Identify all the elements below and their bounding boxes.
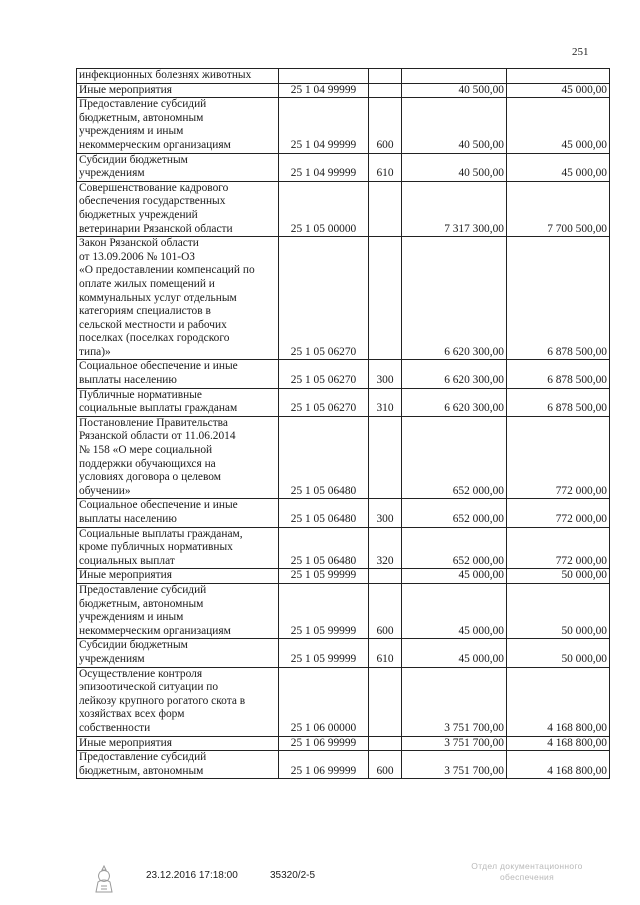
cell-expense-type (369, 181, 402, 236)
budget-table-body (77, 69, 610, 779)
page-number: 251 (572, 46, 589, 58)
cell-amount-year-2: 45 000,00 (507, 83, 610, 98)
cell-amount-year-2: 4 168 800,00 (507, 736, 610, 751)
cell-name: Иные мероприятия (77, 569, 279, 584)
cell-name: Иные мероприятия (77, 83, 279, 98)
cell-amount-year-2: 50 000,00 (507, 569, 610, 584)
table-row (77, 527, 610, 569)
cell-amount-year-2: 45 000,00 (507, 98, 610, 153)
department-watermark (452, 861, 602, 883)
table-row (77, 69, 610, 84)
cell-amount-year-1: 3 751 700,00 (402, 751, 507, 779)
cell-amount-year-1: 6 620 300,00 (402, 388, 507, 416)
cell-name: Осуществление контроля эпизоотической ситуации по лейкозу крупного рогатого скота в хозяйствах всех форм собственности (77, 667, 279, 736)
cell-name: Иные мероприятия (77, 736, 279, 751)
cell-target-code: 25 1 06 99999 (279, 751, 369, 779)
cell-name: Совершенствование кадрового обеспечения государственных бюджетных учреждений ветеринарии Рязанской области (77, 181, 279, 236)
cell-amount-year-2: 7 700 500,00 (507, 181, 610, 236)
cell-target-code: 25 1 05 06480 (279, 527, 369, 569)
table-row (77, 569, 610, 584)
cell-amount-year-1: 45 000,00 (402, 639, 507, 667)
cell-target-code: 25 1 04 99999 (279, 153, 369, 181)
registration-stamp-icon (92, 864, 116, 896)
cell-expense-type: 300 (369, 499, 402, 527)
cell-expense-type: 600 (369, 583, 402, 638)
cell-amount-year-1: 40 500,00 (402, 153, 507, 181)
cell-amount-year-1: 652 000,00 (402, 527, 507, 569)
table-row (77, 667, 610, 736)
table-row (77, 83, 610, 98)
table-row (77, 499, 610, 527)
table-row (77, 98, 610, 153)
cell-expense-type: 610 (369, 639, 402, 667)
cell-amount-year-2: 772 000,00 (507, 527, 610, 569)
table-row (77, 736, 610, 751)
cell-target-code: 25 1 05 06270 (279, 388, 369, 416)
cell-expense-type (369, 83, 402, 98)
cell-target-code: 25 1 05 99999 (279, 569, 369, 584)
cell-expense-type (369, 736, 402, 751)
cell-name: Закон Рязанской области от 13.09.2006 № 101-ОЗ «О предоставлении компенсаций по оплате жилых помещений и коммунальных услуг отдельным категориям специалистов в сельской местности и рабочих поселках (поселках городского типа)» (77, 237, 279, 360)
cell-name: Субсидии бюджетным учреждениям (77, 639, 279, 667)
cell-expense-type: 320 (369, 527, 402, 569)
cell-name: Субсидии бюджетным учреждениям (77, 153, 279, 181)
cell-target-code: 25 1 05 99999 (279, 639, 369, 667)
cell-name: Предоставление субсидий бюджетным, автономным учреждениям и иным некоммерческим организациям (77, 98, 279, 153)
cell-target-code: 25 1 06 00000 (279, 667, 369, 736)
cell-amount-year-1: 3 751 700,00 (402, 667, 507, 736)
cell-name: Публичные нормативные социальные выплаты гражданам (77, 388, 279, 416)
cell-amount-year-1: 652 000,00 (402, 416, 507, 499)
cell-amount-year-2: 4 168 800,00 (507, 751, 610, 779)
table-row (77, 237, 610, 360)
page-footer (0, 861, 640, 900)
cell-target-code: 25 1 05 06270 (279, 237, 369, 360)
cell-target-code: 25 1 04 99999 (279, 98, 369, 153)
cell-name: Социальные выплаты гражданам, кроме публичных нормативных социальных выплат (77, 527, 279, 569)
budget-table (76, 68, 610, 779)
cell-expense-type: 310 (369, 388, 402, 416)
table-row (77, 416, 610, 499)
cell-target-code: 25 1 05 06270 (279, 360, 369, 388)
table-row (77, 583, 610, 638)
cell-name: Предоставление субсидий бюджетным, автономным (77, 751, 279, 779)
cell-name: Постановление Правительства Рязанской области от 11.06.2014 № 158 «О мере социальной поддержки обучающихся на условиях договора о целевом обучении» (77, 416, 279, 499)
cell-amount-year-2: 772 000,00 (507, 499, 610, 527)
cell-target-code: 25 1 05 99999 (279, 583, 369, 638)
cell-target-code: 25 1 06 99999 (279, 736, 369, 751)
footer-timestamp: 23.12.2016 17:18:00 (146, 870, 238, 881)
cell-expense-type: 610 (369, 153, 402, 181)
cell-expense-type (369, 569, 402, 584)
cell-amount-year-2: 6 878 500,00 (507, 388, 610, 416)
watermark-line-2: обеспечения (499, 872, 555, 882)
cell-target-code (279, 69, 369, 84)
table-row (77, 388, 610, 416)
table-row (77, 639, 610, 667)
cell-amount-year-2: 50 000,00 (507, 583, 610, 638)
cell-name: Социальное обеспечение и иные выплаты населению (77, 499, 279, 527)
cell-amount-year-2: 50 000,00 (507, 639, 610, 667)
table-row (77, 751, 610, 779)
cell-expense-type (369, 69, 402, 84)
cell-amount-year-1: 45 000,00 (402, 583, 507, 638)
cell-expense-type: 300 (369, 360, 402, 388)
cell-amount-year-1: 45 000,00 (402, 569, 507, 584)
table-row (77, 181, 610, 236)
cell-amount-year-2: 772 000,00 (507, 416, 610, 499)
cell-name: Предоставление субсидий бюджетным, автономным учреждениям и иным некоммерческим организациям (77, 583, 279, 638)
cell-amount-year-1: 6 620 300,00 (402, 360, 507, 388)
cell-expense-type: 600 (369, 98, 402, 153)
cell-expense-type (369, 667, 402, 736)
cell-amount-year-1: 3 751 700,00 (402, 736, 507, 751)
footer-document-number: 35320/2-5 (270, 870, 316, 881)
cell-amount-year-1 (402, 69, 507, 84)
cell-target-code: 25 1 05 06480 (279, 416, 369, 499)
cell-amount-year-1: 7 317 300,00 (402, 181, 507, 236)
cell-expense-type (369, 237, 402, 360)
cell-expense-type (369, 416, 402, 499)
cell-amount-year-1: 40 500,00 (402, 98, 507, 153)
cell-amount-year-2 (507, 69, 610, 84)
table-row (77, 153, 610, 181)
cell-amount-year-1: 652 000,00 (402, 499, 507, 527)
cell-name: инфекционных болезнях животных (77, 69, 279, 84)
cell-amount-year-1: 6 620 300,00 (402, 237, 507, 360)
table-row (77, 360, 610, 388)
cell-target-code: 25 1 05 00000 (279, 181, 369, 236)
cell-target-code: 25 1 04 99999 (279, 83, 369, 98)
cell-expense-type: 600 (369, 751, 402, 779)
watermark-line-1: Отдел документационного (471, 861, 583, 871)
cell-amount-year-2: 6 878 500,00 (507, 360, 610, 388)
cell-target-code: 25 1 05 06480 (279, 499, 369, 527)
cell-amount-year-2: 6 878 500,00 (507, 237, 610, 360)
cell-amount-year-1: 40 500,00 (402, 83, 507, 98)
cell-amount-year-2: 4 168 800,00 (507, 667, 610, 736)
cell-name: Социальное обеспечение и иные выплаты населению (77, 360, 279, 388)
cell-amount-year-2: 45 000,00 (507, 153, 610, 181)
